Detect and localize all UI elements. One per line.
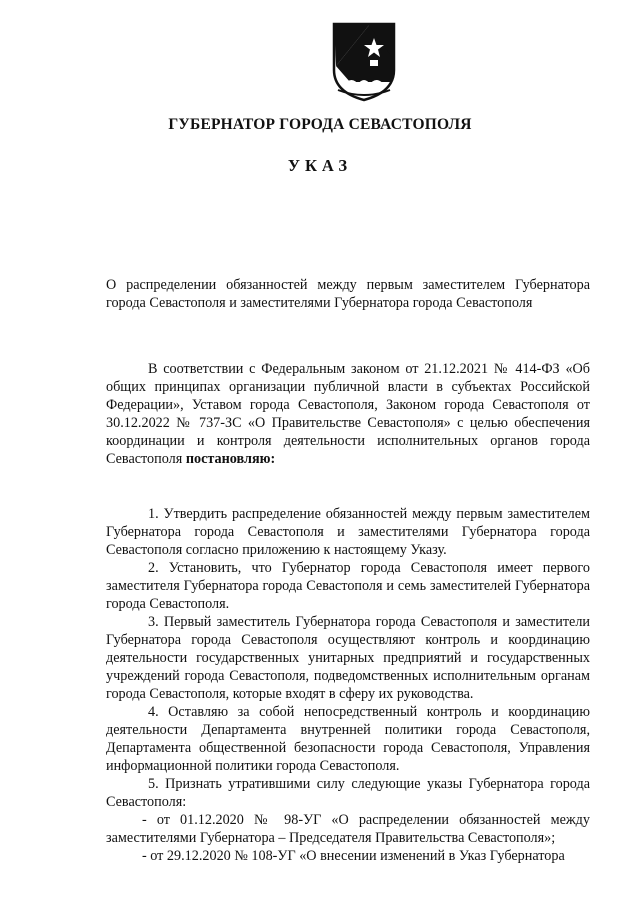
sevastopol-coat-of-arms-icon xyxy=(330,20,398,102)
decree-item-2: 2. Установить, что Губернатор города Севастополя имеет первого заместителя Губернатора города Севастополя и семь заместителей Губернатора города Севастополя. xyxy=(106,560,590,612)
preamble-text: В соответствии с Федеральным законом от 21.12.2021 № 414-ФЗ «Об общих принципах организации публичной власти в субъектах Российской Федерации», Уставом города Севастополя, Законом города Севастополя от 30.12.2022 № 737-ЗС «О Правительстве Севастополя» с целью обеспечения координации и контроля деятельности исполнительных органов города Севастополя xyxy=(106,361,590,467)
preamble-paragraph xyxy=(106,360,590,468)
preamble-bold: постановляю: xyxy=(185,451,276,467)
organization-heading: ГУБЕРНАТОР ГОРОДА СЕВАСТОПОЛЯ xyxy=(168,116,472,133)
repealed-decree-2: - от 29.12.2020 № 108-УГ «О внесении изменений в Указ Губернатора xyxy=(142,848,565,864)
document-title: О распределении обязанностей между первым заместителем Губернатора города Севастополя и заместителями Губернатора города Севастополя xyxy=(106,277,590,311)
document-type-heading: УКАЗ xyxy=(287,156,353,175)
repealed-decree-1: - от 01.12.2020 № 98-УГ «О распределении обязанностей между заместителями Губернатора – Председателя Правительства Севастополя»; xyxy=(106,812,590,846)
decree-item-4: 4. Оставляю за собой непосредственный контроль и координацию деятельности Департамента внутренней политики города Севастополя, Департамента общественной безопасности города Севастополя, Управления информационной политики города Севастополя. xyxy=(106,704,590,774)
decree-item-5: 5. Признать утратившими силу следующие указы Губернатора города Севастополя: xyxy=(106,776,590,810)
decree-items xyxy=(106,505,590,865)
decree-item-3: 3. Первый заместитель Губернатора города Севастополя и заместители Губернатора города Севастополя осуществляют контроль и координацию деятельности государственных унитарных предприятий и государственных учреждений города Севастополя, подведомственных исполнительным органам города Севастополя, которые входят в сферу их руководства. xyxy=(106,614,590,702)
decree-item-1: 1. Утвердить распределение обязанностей между первым заместителем Губернатора города Севастополя и заместителями Губернатора города Севастополя согласно приложению к настоящему Указу. xyxy=(106,506,590,558)
preamble xyxy=(106,360,590,468)
